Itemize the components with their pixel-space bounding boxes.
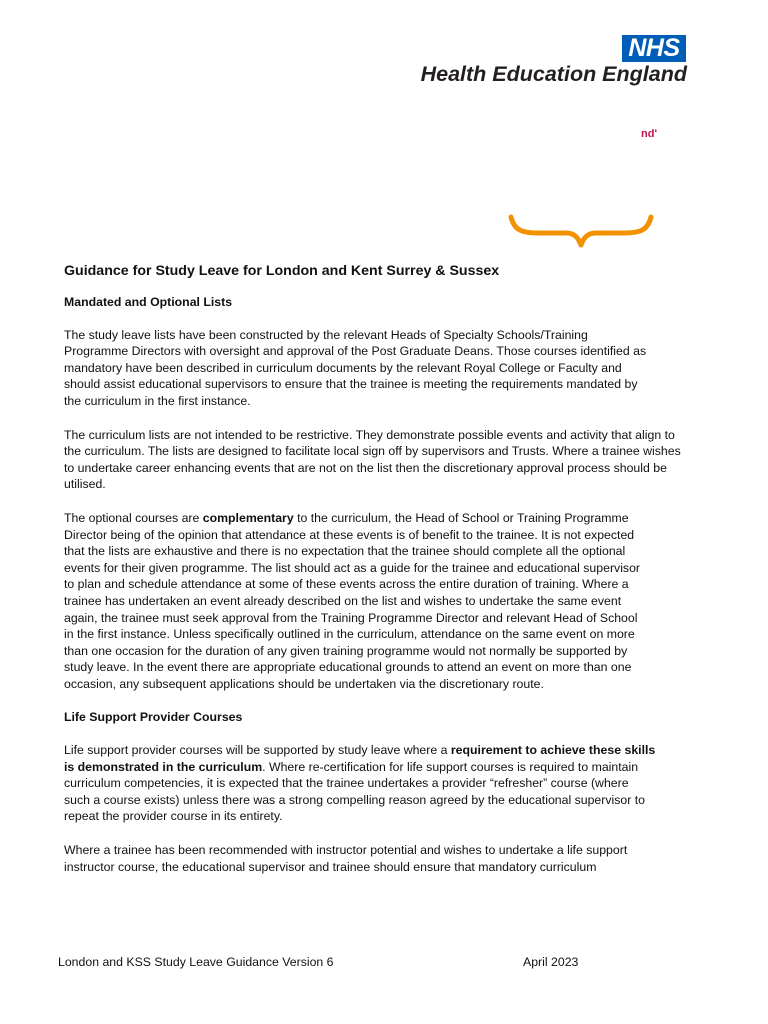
emphasis-complementary: complementary — [202, 510, 294, 525]
paragraph-line — [64, 742, 720, 759]
paragraph-line: again, the trainee must seek approval from the Training Programme Director and relevant Head of School — [64, 610, 638, 625]
paragraph-line: The curriculum lists are not intended to be restrictive. They demonstrate possible events and activity that align to — [64, 427, 675, 442]
paragraph-line: in the first instance. Unless specifically outlined in the curriculum, attendance on the same event on more — [64, 627, 635, 642]
paragraph-line: curriculum competencies, it is expected that the trainee undertakes a provider “refresher” course (where — [64, 776, 629, 791]
paragraph-line — [64, 510, 720, 527]
paragraph-instructor-course — [64, 842, 720, 875]
text-run: . Where re-certification for life support courses is required to maintain — [262, 759, 639, 774]
paragraph-line: Programme Directors with oversight and approval of the Post Graduate Deans. Those courses identified as — [64, 344, 647, 359]
section-heading-mandated-optional: Mandated and Optional Lists — [64, 295, 233, 309]
paragraph-line: study leave. In the event there are appropriate educational grounds to attend an event on more than one — [64, 660, 632, 675]
paragraph-life-support-provider — [64, 742, 720, 825]
paragraph-line: to undertake career enhancing events that are not on the list then the discretionary approval process should be — [64, 460, 667, 475]
footer-document-version: London and KSS Study Leave Guidance Version 6 — [58, 955, 334, 969]
paragraph-line: utilised. — [64, 477, 106, 492]
paragraph-line: to plan and schedule attendance at some of these events across the entire duration of training. Where a — [64, 577, 629, 592]
paragraph-optional-courses — [64, 510, 720, 693]
stray-mark: nd' — [641, 128, 658, 140]
paragraph-line: that the lists are exhaustive and there is no expectation that the trainee should complete all the optional — [64, 544, 626, 559]
paragraph-study-leave-lists — [64, 327, 720, 410]
paragraph-curriculum-lists — [64, 427, 720, 493]
paragraph-line — [64, 759, 720, 776]
paragraph-line: Director being of the opinion that attendance at these events is of benefit to the trainee. It is not expected — [64, 527, 635, 542]
orange-brace-decoration — [508, 213, 654, 249]
paragraph-line: than one occasion for the duration of any given training programme would not normally be supported by — [64, 643, 628, 658]
emphasis-curriculum: is demonstrated in the curriculum — [64, 759, 263, 774]
paragraph-line: Where a trainee has been recommended with instructor potential and wishes to undertake a life support — [64, 843, 628, 858]
paragraph-line: The study leave lists have been constructed by the relevant Heads of Specialty Schools/Training — [64, 327, 588, 342]
nhs-logo-badge: NHS — [622, 35, 686, 62]
paragraph-line: should assist educational supervisors to ensure that the trainee is meeting the requirements mandated by — [64, 377, 638, 392]
paragraph-line: mandatory have been described in curriculum documents by the relevant Royal College or Faculty and — [64, 360, 622, 375]
paragraph-line: such a course exists) unless there was a strong compelling reason agreed by the educational supervisor to — [64, 792, 646, 807]
emphasis-requirement: requirement to achieve these skills — [450, 743, 656, 758]
document-title: Guidance for Study Leave for London and Kent Surrey & Sussex — [64, 263, 500, 279]
paragraph-line: the curriculum. The lists are designed to facilitate local sign off by supervisors and Trusts. Where a trainee wishes — [64, 444, 681, 459]
document-body — [64, 262, 720, 892]
paragraph-line: events for their given programme. The list should act as a guide for the trainee and educational supervisor — [64, 560, 641, 575]
text-run: to the curriculum, the Head of School or Training Programme — [293, 510, 629, 525]
text-run: Life support provider courses will be supported by study leave where a — [64, 743, 451, 758]
paragraph-line: instructor course, the educational supervisor and trainee should ensure that mandatory curriculum — [64, 859, 597, 874]
paragraph-line: occasion, any subsequent applications should be undertaken via the discretionary route. — [64, 676, 544, 691]
text-run: The optional courses are — [64, 510, 203, 525]
organization-name: Health Education England — [420, 62, 687, 86]
footer-date: April 2023 — [523, 955, 579, 969]
paragraph-line: repeat the provider course in its entirety. — [64, 809, 283, 824]
section-heading-life-support: Life Support Provider Courses — [64, 710, 243, 725]
paragraph-line: the curriculum in the first instance. — [64, 393, 251, 408]
paragraph-line: trainee has undertaken an event already described on the list and wishes to undertake the same event — [64, 593, 622, 608]
